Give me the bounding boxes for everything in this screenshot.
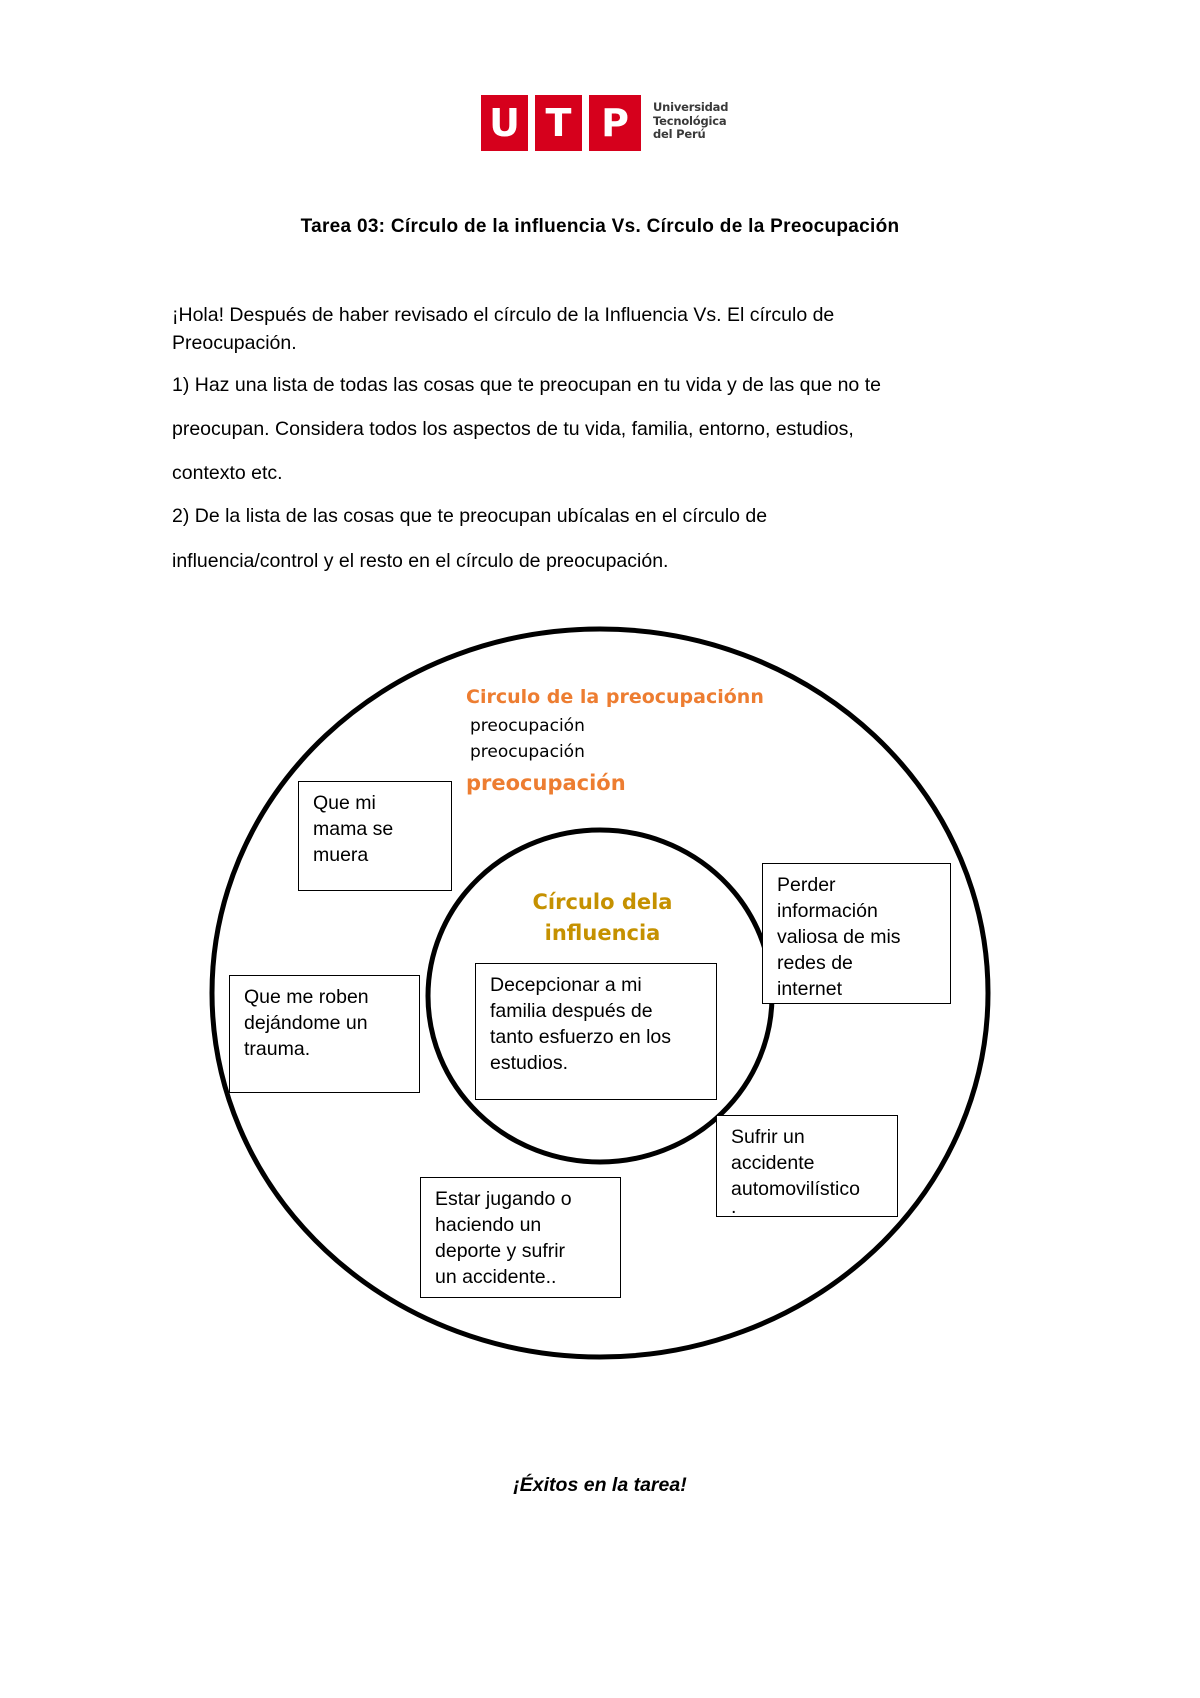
- box-text-line: .: [731, 1196, 737, 1217]
- box-text-line: trauma.: [244, 1038, 311, 1060]
- concern-box-deporte: [420, 1177, 621, 1298]
- box-text-line: Que me roben: [244, 986, 369, 1008]
- instruction-1-line: contexto etc.: [172, 462, 283, 484]
- box-text-line: Perder: [777, 874, 836, 896]
- box-text-line: accidente: [731, 1152, 815, 1174]
- concern-box-accidente-auto: [716, 1115, 898, 1217]
- logo-letter: P: [601, 101, 629, 145]
- box-text-line: Sufrir un: [731, 1126, 805, 1148]
- logo-line: del Perú: [653, 127, 706, 141]
- box-text-line: automovilístico: [731, 1178, 860, 1200]
- concern-circle-sublabel: preocupación: [470, 716, 585, 736]
- box-text-line: muera: [313, 844, 369, 866]
- box-text-line: haciendo un: [435, 1214, 542, 1236]
- concern-box-robo: [229, 975, 420, 1093]
- intro-line: Preocupación.: [172, 332, 297, 354]
- influence-concern-box: [475, 963, 717, 1100]
- box-text-line: valiosa de mis: [777, 926, 901, 948]
- concern-circle-sublabel: preocupación: [466, 771, 626, 795]
- box-text-line: mama se: [313, 818, 394, 840]
- intro-line: ¡Hola! Después de haber revisado el círculo de la Influencia Vs. El círculo de: [172, 304, 835, 326]
- box-text-line: internet: [777, 978, 843, 1000]
- instruction-2-line: influencia/control y el resto en el círculo de preocupación.: [172, 550, 669, 572]
- box-text-line: tanto esfuerzo en los: [490, 1026, 672, 1048]
- concern-box-informacion: [762, 863, 951, 1004]
- box-text-line: Estar jugando o: [435, 1188, 572, 1210]
- box-text-line: deporte y sufrir: [435, 1240, 566, 1262]
- box-text-line: redes de: [777, 952, 853, 974]
- box-text-line: información: [777, 900, 878, 922]
- logo-letter: U: [489, 101, 520, 145]
- logo-line: Tecnológica: [653, 113, 727, 128]
- influence-label-line: Círculo dela: [532, 890, 673, 914]
- concern-circle-label: Circulo de la preocupaciónn: [466, 686, 764, 708]
- box-text-line: Que mi: [313, 792, 376, 814]
- box-text-line: Decepcionar a mi: [490, 974, 642, 996]
- page-title: Tarea 03: Círculo de la influencia Vs. Círculo de la Preocupación: [300, 216, 900, 237]
- concern-circle-sublabel: preocupación: [470, 742, 585, 762]
- instruction-1-line: 1) Haz una lista de todas las cosas que te preocupan en tu vida y de las que no te: [172, 374, 881, 396]
- box-text-line: dejándome un: [244, 1012, 368, 1034]
- instruction-2-line: 2) De la lista de las cosas que te preocupan ubícalas en el círculo de: [172, 505, 768, 527]
- logo-line: Universidad: [653, 100, 729, 114]
- logo-letter: T: [545, 101, 572, 145]
- influence-label-line: influencia: [544, 921, 661, 945]
- instruction-1-line: preocupan. Considera todos los aspectos de tu vida, familia, entorno, estudios,: [172, 418, 854, 440]
- concern-box-mama: [298, 781, 452, 891]
- box-text-line: estudios.: [490, 1052, 569, 1074]
- influence-circle-label: [500, 887, 705, 949]
- box-text-line: un accidente..: [435, 1266, 557, 1288]
- closing-message: ¡Éxitos en la tarea!: [513, 1474, 687, 1496]
- box-text-line: familia después de: [490, 1000, 653, 1022]
